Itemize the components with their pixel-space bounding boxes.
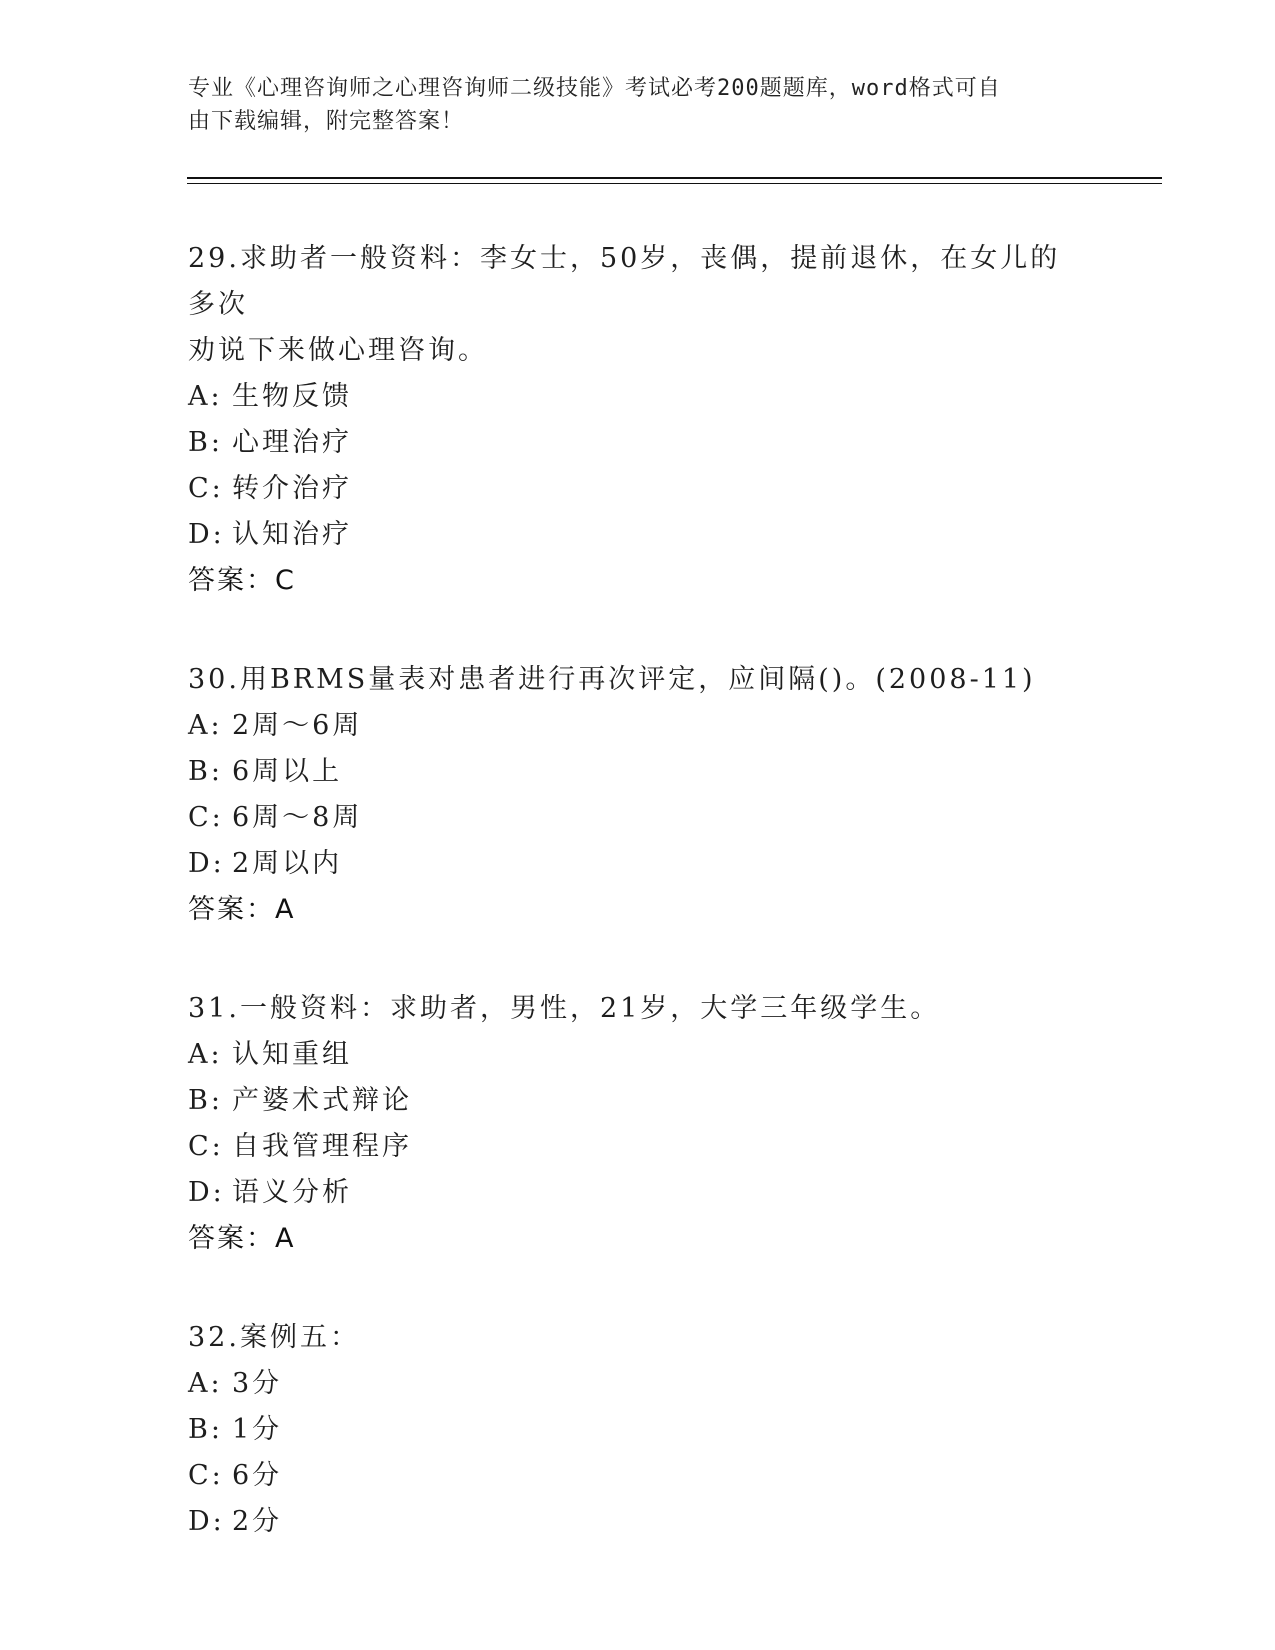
option-letter: B: bbox=[188, 756, 223, 787]
header-line-1: 专业《心理咨询师之心理咨询师二级技能》考试必考200题题库，word格式可自 bbox=[188, 76, 1001, 101]
option-b bbox=[188, 749, 1088, 795]
option-text: 认知重组 bbox=[232, 1039, 352, 1070]
option-text: 6分 bbox=[232, 1460, 283, 1491]
option-letter: A: bbox=[188, 381, 223, 412]
option-text: 转介治疗 bbox=[232, 473, 352, 504]
answer-line: 答案：C bbox=[188, 565, 296, 596]
option-letter: B: bbox=[188, 1414, 223, 1445]
question-29 bbox=[188, 236, 1088, 604]
option-d bbox=[188, 841, 1088, 887]
answer-line: 答案：A bbox=[188, 894, 296, 925]
option-letter: C: bbox=[188, 802, 224, 833]
option-b bbox=[188, 1078, 1088, 1124]
option-letter: B: bbox=[188, 1085, 223, 1116]
question-stem: 32.案例五： bbox=[188, 1322, 360, 1353]
option-text: 6周～8周 bbox=[232, 802, 363, 833]
option-letter: C: bbox=[188, 473, 224, 504]
option-letter: B: bbox=[188, 427, 223, 458]
option-c bbox=[188, 1124, 1088, 1170]
option-b bbox=[188, 1407, 1088, 1453]
option-letter: D: bbox=[188, 848, 225, 879]
answer-line: 答案：A bbox=[188, 1223, 296, 1254]
option-text: 6周以上 bbox=[232, 756, 343, 787]
option-letter: D: bbox=[188, 1177, 225, 1208]
option-c bbox=[188, 466, 1088, 512]
header-divider-bottom bbox=[187, 183, 1162, 184]
option-d bbox=[188, 1170, 1088, 1216]
option-b bbox=[188, 420, 1088, 466]
question-stem: 30.用BRMS量表对患者进行再次评定，应间隔()。(2008-11) bbox=[188, 664, 1036, 695]
option-text: 生物反馈 bbox=[232, 381, 352, 412]
question-30 bbox=[188, 657, 1088, 933]
option-text: 1分 bbox=[232, 1414, 283, 1445]
option-a bbox=[188, 703, 1088, 749]
option-letter: A: bbox=[188, 1368, 223, 1399]
option-text: 2分 bbox=[232, 1506, 283, 1537]
option-a bbox=[188, 1361, 1088, 1407]
option-letter: D: bbox=[188, 1506, 225, 1537]
question-stem-continued: 劝说下来做心理咨询。 bbox=[188, 335, 488, 366]
option-d bbox=[188, 1499, 1088, 1545]
option-text: 认知治疗 bbox=[232, 519, 352, 550]
option-letter: C: bbox=[188, 1131, 224, 1162]
question-31 bbox=[188, 986, 1088, 1262]
option-text: 2周～6周 bbox=[232, 710, 363, 741]
option-text: 心理治疗 bbox=[232, 427, 352, 458]
question-list bbox=[188, 236, 1088, 1598]
option-c bbox=[188, 795, 1088, 841]
option-a bbox=[188, 1032, 1088, 1078]
option-text: 语义分析 bbox=[232, 1177, 352, 1208]
option-letter: C: bbox=[188, 1460, 224, 1491]
option-letter: A: bbox=[188, 710, 223, 741]
option-a bbox=[188, 374, 1088, 420]
option-text: 产婆术式辩论 bbox=[232, 1085, 412, 1116]
option-text: 自我管理程序 bbox=[232, 1131, 412, 1162]
option-text: 3分 bbox=[232, 1368, 283, 1399]
document-header bbox=[188, 72, 1088, 138]
option-letter: D: bbox=[188, 519, 225, 550]
option-d bbox=[188, 512, 1088, 558]
question-stem: 31.一般资料：求助者，男性，21岁，大学三年级学生。 bbox=[188, 993, 941, 1024]
header-divider-top bbox=[187, 177, 1162, 179]
option-letter: A: bbox=[188, 1039, 223, 1070]
question-32 bbox=[188, 1315, 1088, 1545]
question-stem: 29.求助者一般资料：李女士，50岁，丧偶，提前退休，在女儿的多次 bbox=[188, 243, 1061, 320]
option-text: 2周以内 bbox=[232, 848, 343, 879]
option-c bbox=[188, 1453, 1088, 1499]
header-line-2: 由下载编辑，附完整答案！ bbox=[188, 109, 465, 134]
